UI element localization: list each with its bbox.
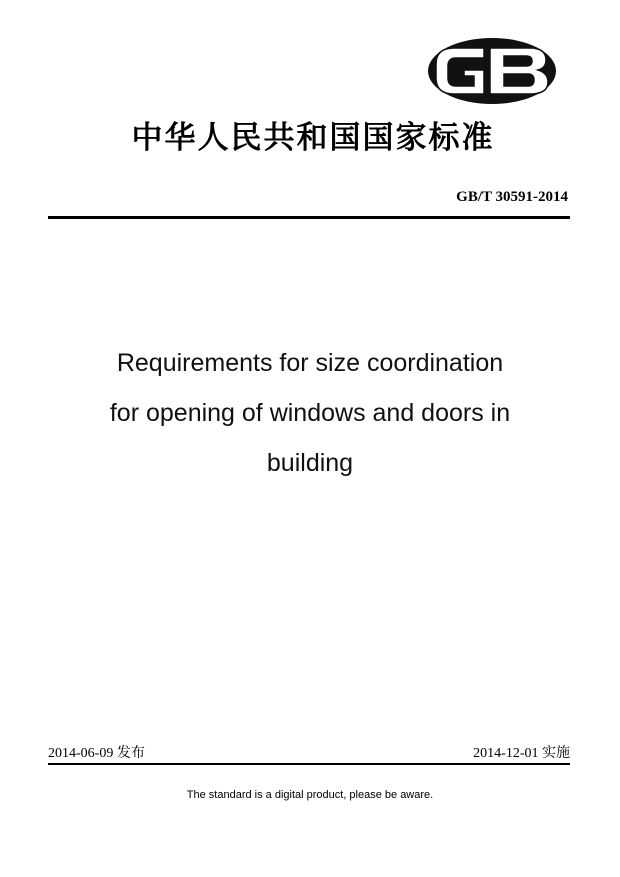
gb-logo [426,36,558,106]
publish-date-value: 2014-06-09 [48,746,114,761]
header-divider [48,216,570,219]
standard-number: GB/T 30591-2014 [456,189,568,205]
title-line-2: for opening of windows and doors in [109,399,511,427]
document-title [40,338,580,488]
date-row [48,742,570,762]
footer-divider [48,763,570,765]
digital-product-notice: The standard is a digital product, please be aware. [186,789,434,801]
implementation-date-value: 2014-12-01 [473,746,539,761]
publish-date [48,742,145,762]
title-line-1: Requirements for size coordination [116,349,504,377]
issuing-authority-title: 中华人民共和国国家标准 [131,120,495,156]
implementation-label: 实施 [542,745,570,761]
title-line-3: building [266,449,354,477]
implementation-date [473,742,570,762]
publish-label: 发布 [116,745,145,761]
